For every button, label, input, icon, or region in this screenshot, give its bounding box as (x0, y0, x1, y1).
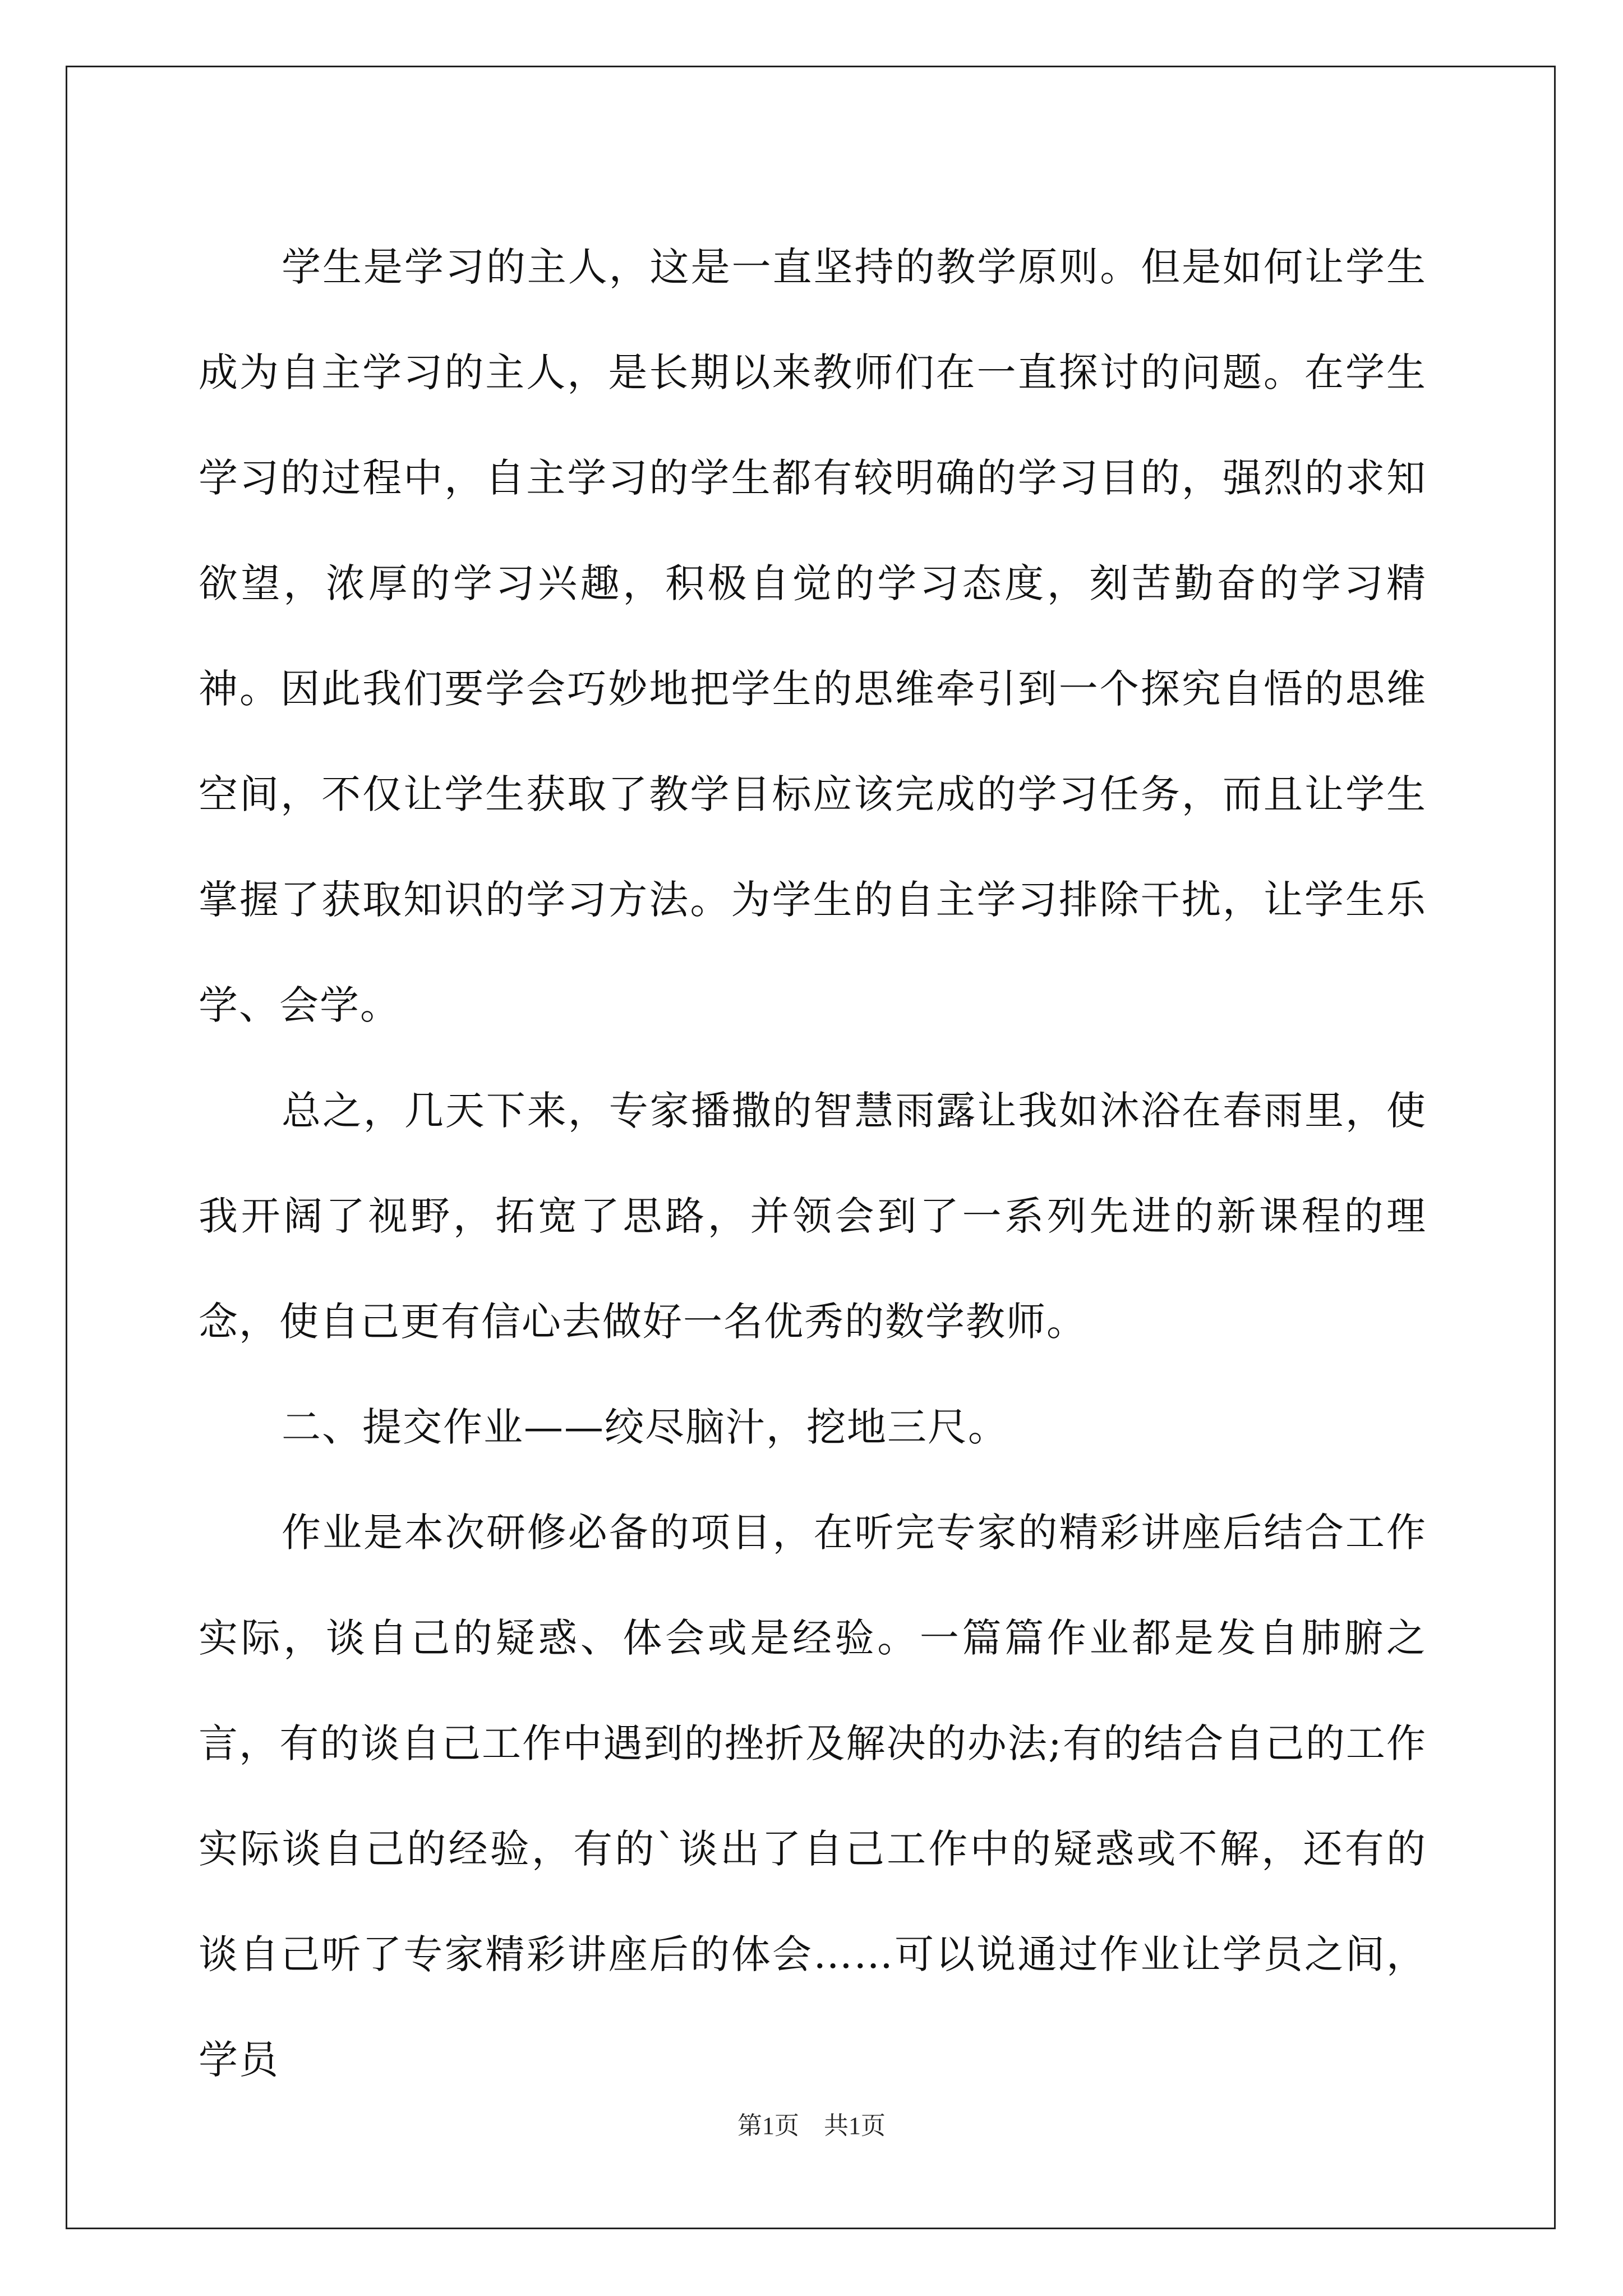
section-heading-homework: 二、提交作业——绞尽脑汁，挖地三尺。 (282, 1404, 1008, 1450)
page-footer: 第1页 共1页 (737, 2112, 886, 2139)
document-body (199, 214, 1427, 2113)
paragraph-summary: 总之，几天下来，专家播撒的智慧雨露让我如沐浴在春雨里，使我开阔了视野，拓宽了思路，并领会到了一系列先进的新课程的理念，使自己更有信心去做好一名优秀的数学教师。 (199, 1088, 1427, 1345)
paragraph-homework: 作业是本次研修必备的项目，在听完专家的精彩讲座后结合工作实际，谈自己的疑惑、体会或是经验。一篇篇作业都是发自肺腑之言，有的谈自己工作中遇到的挫折及解决的办法;有的结合自己的工作实际谈自己的经验，有的`谈出了自己工作中的疑惑或不解，还有的谈自己听了专家精彩讲座后的体会……可以说通过作业让学员之间，学员 (199, 1510, 1427, 2083)
paragraph-student-autonomy: 学生是学习的主人，这是一直坚持的教学原则。但是如何让学生成为自主学习的主人，是长期以来教师们在一直探讨的问题。在学生学习的过程中，自主学习的学生都有较明确的学习目的，强烈的求知欲望，浓厚的学习兴趣，积极自觉的学习态度，刻苦勤奋的学习精神。因此我们要学会巧妙地把学生的思维牵引到一个探究自悟的思维空间，不仅让学生获取了教学目标应该完成的学习任务，而且让学生掌握了获取知识的学习方法。为学生的自主学习排除干扰，让学生乐学、会学。 (199, 244, 1427, 1028)
